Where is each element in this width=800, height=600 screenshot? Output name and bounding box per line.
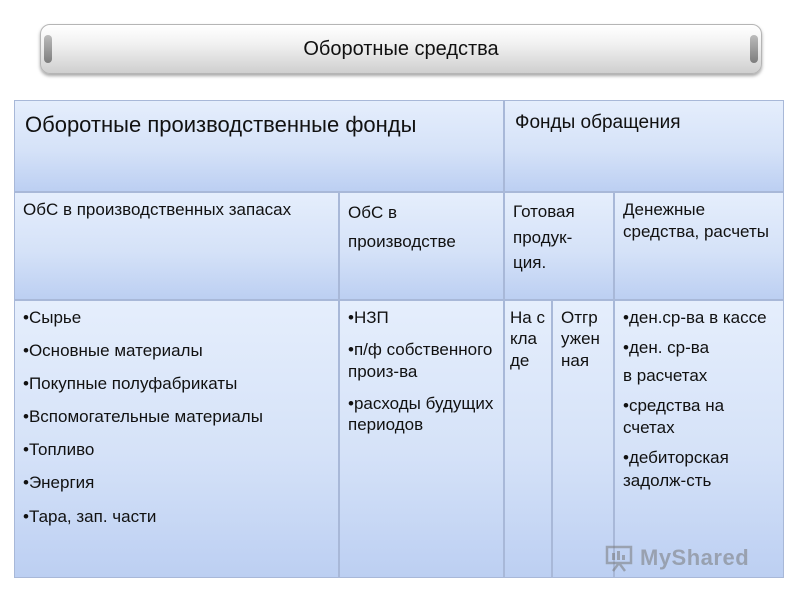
subheader-in-production xyxy=(339,192,504,300)
list-item: •Сырье xyxy=(23,308,82,327)
subheader-cash-settlements xyxy=(614,192,784,300)
list-item: •ден.ср-ва в кассе xyxy=(623,308,767,327)
list-item: •дебиторская задолж-сть xyxy=(623,448,729,490)
body-in-stock xyxy=(504,300,552,578)
body-shipped-label: Отгруженная xyxy=(561,308,600,370)
subheader-production-stocks-label: ОбС в производственных запасах xyxy=(23,200,292,219)
subheader-finished-goods-label: Готовая продук-ция. xyxy=(513,202,575,272)
list-item: •ден. ср-ва xyxy=(623,338,710,358)
body-in-stock-label: На складе xyxy=(510,308,545,370)
list-item: •Вспомогательные материалы xyxy=(23,407,263,427)
subheader-finished-goods xyxy=(504,192,614,300)
presentation-board-icon xyxy=(604,543,634,573)
banner-title: Оборотные средства xyxy=(303,37,499,60)
subheader-in-production-label: ОбС в производстве xyxy=(348,203,456,251)
header-production-funds xyxy=(14,100,504,192)
body-cash-settlements xyxy=(614,300,784,578)
list-item: •Энергия xyxy=(23,473,95,493)
subheader-production-stocks xyxy=(14,192,339,300)
list-item: •Основные материалы xyxy=(23,341,203,361)
list-item: •Покупные полуфабрикаты xyxy=(23,374,238,394)
list-item: •Топливо xyxy=(23,440,95,460)
body-shipped xyxy=(552,300,614,578)
watermark-text: MyShared xyxy=(640,545,750,570)
list-item: в расчетах xyxy=(623,366,708,386)
list-item: •НЗП xyxy=(348,308,389,327)
body-production-stocks xyxy=(14,300,339,578)
list-item: •средства на счетах xyxy=(623,396,725,438)
subheader-cash-settlements-label: Денежные средства, расчеты xyxy=(623,200,769,242)
header-circulation-funds xyxy=(504,100,784,192)
header-circulation-funds-label: Фонды обращения xyxy=(515,112,681,133)
body-in-production xyxy=(339,300,504,578)
list-item: •расходы будущих периодов xyxy=(348,393,494,434)
header-production-funds-label: Оборотные производственные фонды xyxy=(25,112,417,137)
title-banner xyxy=(40,24,762,74)
banner-right-edge xyxy=(750,35,758,63)
banner-left-edge xyxy=(44,35,52,63)
list-item: •Тара, зап. части xyxy=(23,506,157,526)
list-item: •п/ф собственного произ-ва xyxy=(348,340,493,381)
watermark xyxy=(604,540,764,576)
